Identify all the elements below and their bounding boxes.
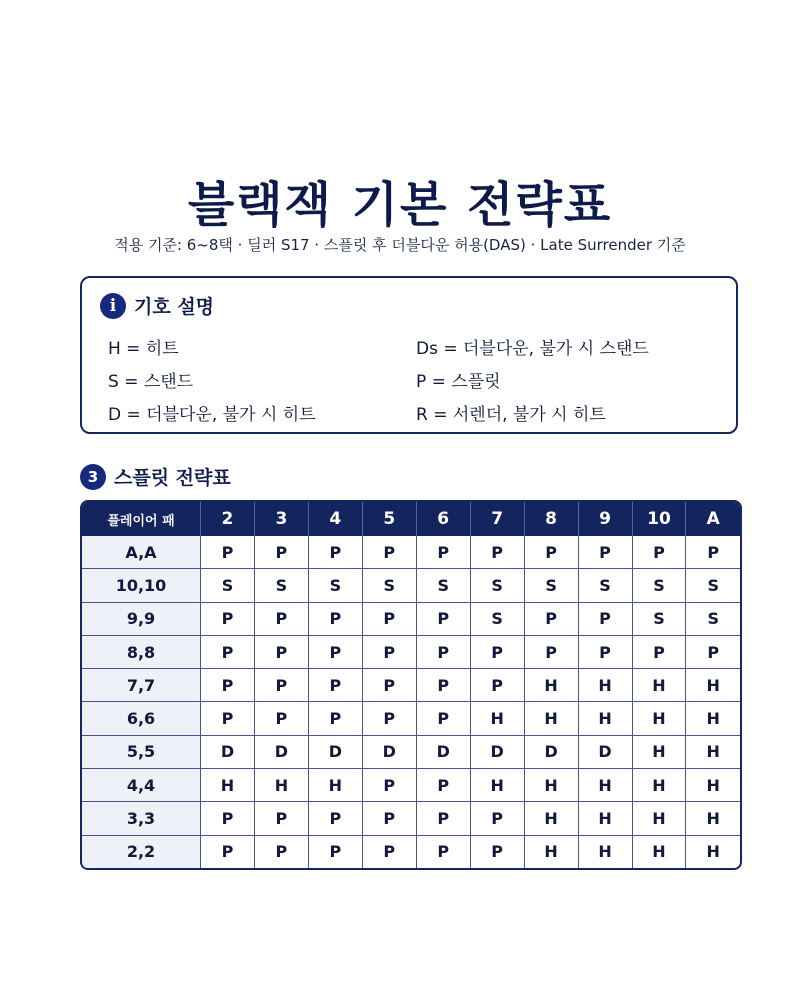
legend-header xyxy=(100,292,214,319)
strategy-cell: H xyxy=(632,802,686,835)
legend-box xyxy=(80,276,738,434)
strategy-cell: H xyxy=(686,802,740,835)
strategy-cell: P xyxy=(201,835,255,868)
strategy-cell: P xyxy=(254,635,308,668)
table-header-row xyxy=(82,502,740,536)
strategy-cell: P xyxy=(362,536,416,569)
legend-item-double: D = 더블다운, 불가 시 히트 xyxy=(108,405,316,425)
player-hand-cell: 7,7 xyxy=(82,669,201,702)
strategy-cell: H xyxy=(686,735,740,768)
dealer-card-header: 10 xyxy=(632,502,686,536)
strategy-cell: H xyxy=(524,702,578,735)
strategy-cell: P xyxy=(416,669,470,702)
strategy-cell: D xyxy=(416,735,470,768)
strategy-cell: H xyxy=(308,769,362,802)
player-hand-cell: 5,5 xyxy=(82,735,201,768)
strategy-cell: H xyxy=(632,669,686,702)
legend-item-stand: S = 스탠드 xyxy=(108,372,194,392)
strategy-cell: P xyxy=(524,635,578,668)
table-row xyxy=(82,569,740,602)
strategy-cell: H xyxy=(201,769,255,802)
strategy-cell: P xyxy=(362,702,416,735)
strategy-cell: P xyxy=(632,536,686,569)
table-row xyxy=(82,702,740,735)
strategy-cell: P xyxy=(362,802,416,835)
strategy-cell: H xyxy=(578,835,632,868)
table-row xyxy=(82,735,740,768)
strategy-cell: P xyxy=(470,536,524,569)
strategy-cell: P xyxy=(308,702,362,735)
dealer-card-header: 7 xyxy=(470,502,524,536)
strategy-cell: P xyxy=(201,635,255,668)
dealer-card-header: A xyxy=(686,502,740,536)
section-header xyxy=(80,463,231,490)
strategy-cell: H xyxy=(524,669,578,702)
strategy-cell: H xyxy=(254,769,308,802)
page-subtitle: 적용 기준: 6~8택 · 딜러 S17 · 스플릿 후 더블다운 허용(DAS) · Late Surrender 기준 xyxy=(114,236,686,254)
strategy-cell: H xyxy=(632,769,686,802)
strategy-cell: P xyxy=(578,536,632,569)
strategy-cell: P xyxy=(686,536,740,569)
player-hand-cell: 9,9 xyxy=(82,602,201,635)
table-row xyxy=(82,835,740,868)
player-hand-cell: 4,4 xyxy=(82,769,201,802)
strategy-cell: D xyxy=(524,735,578,768)
strategy-cell: P xyxy=(308,669,362,702)
legend-item-surrender: R = 서렌더, 불가 시 히트 xyxy=(416,405,606,425)
strategy-cell: S xyxy=(362,569,416,602)
dealer-card-header: 2 xyxy=(201,502,255,536)
strategy-cell: P xyxy=(416,635,470,668)
strategy-cell: H xyxy=(524,769,578,802)
strategy-cell: H xyxy=(632,835,686,868)
table-row xyxy=(82,802,740,835)
strategy-cell: P xyxy=(578,602,632,635)
strategy-cell: H xyxy=(524,802,578,835)
strategy-cell: P xyxy=(308,802,362,835)
strategy-cell: P xyxy=(308,835,362,868)
dealer-card-header: 5 xyxy=(362,502,416,536)
strategy-cell: P xyxy=(578,635,632,668)
strategy-cell: H xyxy=(686,702,740,735)
strategy-cell: H xyxy=(470,702,524,735)
strategy-cell: S xyxy=(632,602,686,635)
strategy-cell: D xyxy=(308,735,362,768)
strategy-cell: P xyxy=(201,669,255,702)
strategy-cell: P xyxy=(416,602,470,635)
strategy-cell: P xyxy=(416,702,470,735)
strategy-cell: P xyxy=(470,835,524,868)
legend-title: 기호 설명 xyxy=(134,296,215,318)
strategy-cell: S xyxy=(470,569,524,602)
strategy-cell: P xyxy=(254,669,308,702)
strategy-cell: S xyxy=(632,569,686,602)
strategy-cell: P xyxy=(632,635,686,668)
strategy-cell: P xyxy=(470,635,524,668)
strategy-cell: H xyxy=(578,669,632,702)
player-hand-cell: 10,10 xyxy=(82,569,201,602)
section-number-badge: 3 xyxy=(80,464,106,490)
strategy-cell: P xyxy=(254,802,308,835)
strategy-cell: P xyxy=(362,635,416,668)
strategy-cell: P xyxy=(308,536,362,569)
dealer-card-header: 3 xyxy=(254,502,308,536)
table-row xyxy=(82,669,740,702)
player-hand-cell: 6,6 xyxy=(82,702,201,735)
strategy-cell: P xyxy=(201,802,255,835)
table-row xyxy=(82,602,740,635)
strategy-cell: P xyxy=(201,536,255,569)
strategy-cell: P xyxy=(362,835,416,868)
strategy-cell: H xyxy=(578,702,632,735)
strategy-cell: P xyxy=(254,835,308,868)
player-hand-cell: 8,8 xyxy=(82,635,201,668)
dealer-card-header: 6 xyxy=(416,502,470,536)
corner-header: 플레이어 패 xyxy=(82,502,201,536)
dealer-card-header: 9 xyxy=(578,502,632,536)
strategy-cell: H xyxy=(686,769,740,802)
strategy-cell: S xyxy=(201,569,255,602)
dealer-card-header: 8 xyxy=(524,502,578,536)
strategy-cell: S xyxy=(686,602,740,635)
player-hand-cell: 2,2 xyxy=(82,835,201,868)
strategy-cell: S xyxy=(308,569,362,602)
strategy-cell: H xyxy=(632,702,686,735)
strategy-cell: P xyxy=(524,536,578,569)
split-strategy-table xyxy=(80,500,742,870)
strategy-cell: P xyxy=(416,769,470,802)
strategy-cell: H xyxy=(632,735,686,768)
strategy-cell: D xyxy=(470,735,524,768)
table-row xyxy=(82,769,740,802)
strategy-cell: S xyxy=(686,569,740,602)
strategy-cell: P xyxy=(362,602,416,635)
strategy-cell: P xyxy=(416,802,470,835)
strategy-cell: D xyxy=(201,735,255,768)
strategy-cell: D xyxy=(362,735,416,768)
legend-item-double-stand: Ds = 더블다운, 불가 시 스탠드 xyxy=(416,339,649,359)
strategy-cell: P xyxy=(470,669,524,702)
page-title: 블랙잭 기본 전략표 xyxy=(187,177,613,233)
strategy-cell: P xyxy=(201,602,255,635)
table-row xyxy=(82,536,740,569)
strategy-cell: P xyxy=(524,602,578,635)
strategy-cell: P xyxy=(254,702,308,735)
strategy-cell: S xyxy=(524,569,578,602)
strategy-cell: H xyxy=(524,835,578,868)
strategy-cell: P xyxy=(254,536,308,569)
strategy-cell: P xyxy=(308,602,362,635)
strategy-cell: S xyxy=(254,569,308,602)
info-icon: i xyxy=(100,293,126,319)
dealer-card-header: 4 xyxy=(308,502,362,536)
strategy-cell: P xyxy=(254,602,308,635)
legend-item-split: P = 스플릿 xyxy=(416,372,501,392)
strategy-cell: S xyxy=(470,602,524,635)
table-body xyxy=(82,536,740,868)
strategy-cell: S xyxy=(578,569,632,602)
strategy-cell: P xyxy=(416,536,470,569)
strategy-cell: P xyxy=(201,702,255,735)
strategy-cell: D xyxy=(578,735,632,768)
strategy-cell: P xyxy=(470,802,524,835)
strategy-cell: H xyxy=(706,842,720,862)
strategy-cell: P xyxy=(686,635,740,668)
section-title: 스플릿 전략표 xyxy=(114,467,231,489)
legend-item-hit: H = 히트 xyxy=(108,339,179,359)
strategy-cell: H xyxy=(578,802,632,835)
player-hand-cell: 3,3 xyxy=(82,802,201,835)
strategy-cell: P xyxy=(416,835,470,868)
strategy-cell: H xyxy=(470,769,524,802)
strategy-cell: P xyxy=(308,635,362,668)
player-hand-cell: A,A xyxy=(82,536,201,569)
strategy-cell: P xyxy=(362,669,416,702)
strategy-cell: S xyxy=(416,569,470,602)
table-row xyxy=(82,635,740,668)
strategy-cell: P xyxy=(362,769,416,802)
strategy-cell: H xyxy=(578,769,632,802)
strategy-cell: H xyxy=(686,669,740,702)
strategy-cell: D xyxy=(254,735,308,768)
